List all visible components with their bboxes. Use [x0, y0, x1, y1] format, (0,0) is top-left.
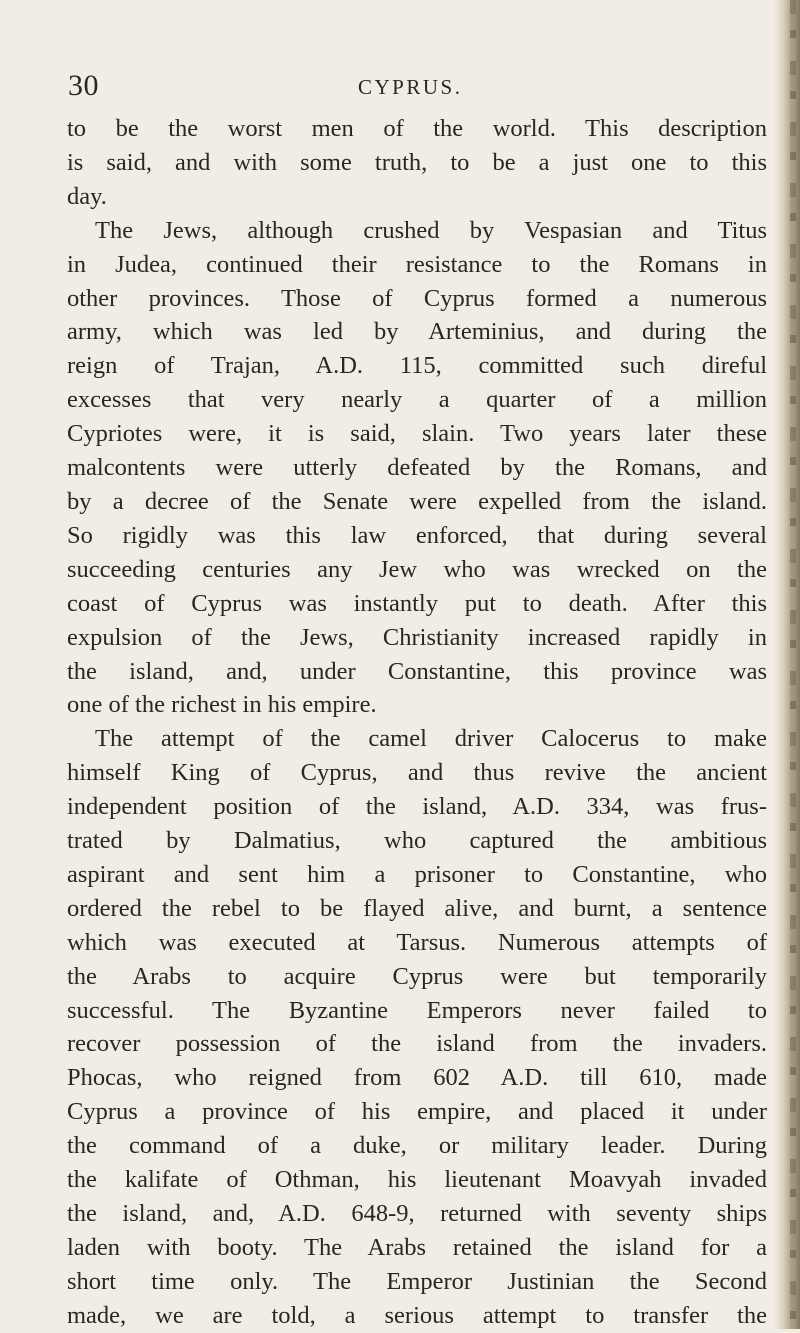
text-line: the kalifate of Othman, his lieutenant Moavyah invaded — [67, 1166, 767, 1194]
text-line: made, we are told, a serious attempt to transfer the — [67, 1301, 767, 1329]
text-line: independent position of the island, A.D. 334, was frus- — [67, 793, 767, 821]
text-line: expulsion of the Jews, Christianity increased rapidly in — [67, 623, 767, 651]
text-line: one of the richest in his empire. — [67, 691, 377, 719]
text-line: recover possession of the island from the invaders. — [67, 1030, 767, 1058]
text-line: succeeding centuries any Jew who was wrecked on the — [67, 555, 767, 583]
text-line: trated by Dalmatius, who captured the ambitious — [67, 827, 767, 855]
page-header — [68, 68, 768, 104]
text-line: short time only. The Emperor Justinian the Second — [67, 1267, 767, 1295]
page-edge-texture — [790, 0, 796, 1329]
text-line: to be the worst men of the world. This description — [67, 115, 767, 142]
text-line: laden with booty. The Arabs retained the island for a — [67, 1233, 767, 1261]
text-line: himself King of Cyprus, and thus revive the ancient — [67, 759, 767, 787]
text-line: in Judea, continued their resistance to the Romans in — [67, 250, 767, 278]
text-line: army, which was led by Arteminius, and during the — [67, 318, 767, 346]
page-edge-shadow — [774, 0, 800, 1329]
text-line: Phocas, who reigned from 602 A.D. till 610, made — [67, 1064, 767, 1092]
text-line: The Jews, although crushed by Vespasian and Titus — [95, 216, 767, 244]
text-line: ordered the rebel to be flayed alive, and burnt, a sentence — [67, 894, 767, 922]
text-line: the island, and, A.D. 648-9, returned with seventy ships — [67, 1200, 767, 1227]
text-line: Cyprus a province of his empire, and placed it under — [67, 1098, 767, 1126]
text-line: aspirant and sent him a prisoner to Constantine, who — [67, 860, 767, 888]
text-line: coast of Cyprus was instantly put to death. After this — [67, 589, 767, 617]
body-text — [67, 112, 767, 1333]
running-head: CYPRUS. — [358, 75, 463, 99]
text-line: other provinces. Those of Cyprus formed a numerous — [67, 284, 767, 312]
text-line: day. — [67, 182, 107, 210]
page-number: 30 — [68, 69, 99, 102]
text-line: is said, and with some truth, to be a just one to this — [67, 148, 767, 176]
text-line: Cypriotes were, it is said, slain. Two years later these — [67, 420, 767, 448]
text-line: successful. The Byzantine Emperors never failed to — [67, 996, 767, 1024]
text-line: malcontents were utterly defeated by the Romans, and — [67, 454, 767, 482]
text-line: excesses that very nearly a quarter of a million — [67, 386, 767, 414]
text-line: the Arabs to acquire Cyprus were but temporarily — [67, 962, 767, 990]
text-line: reign of Trajan, A.D. 115, committed such direful — [67, 352, 767, 380]
text-line: The attempt of the camel driver Calocerus to make — [95, 725, 767, 753]
text-line: So rigidly was this law enforced, that during several — [67, 521, 767, 549]
text-line: which was executed at Tarsus. Numerous attempts of — [67, 928, 767, 956]
text-line: by a decree of the Senate were expelled from the island. — [67, 487, 767, 515]
text-line: the island, and, under Constantine, this province was — [67, 657, 767, 685]
text-line: the command of a duke, or military leader. During — [67, 1132, 767, 1160]
